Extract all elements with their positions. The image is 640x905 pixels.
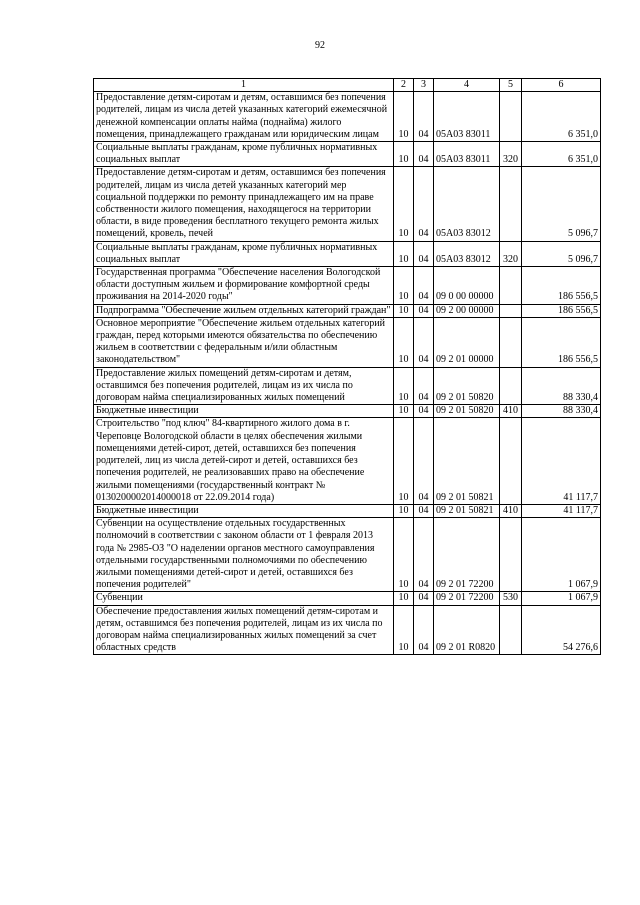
row-amount-cell: 6 351,0 [522,142,601,167]
row-name-cell: Государственная программа "Обеспечение населения Вологодской области доступным жильем и формирование комфортной среды проживания на 2014-2020 годы" [94,267,394,305]
row-name-cell: Социальные выплаты гражданам, кроме публичных нормативных социальных выплат [94,241,394,266]
row-name-cell: Социальные выплаты гражданам, кроме публичных нормативных социальных выплат [94,142,394,167]
row-target-article-cell: 09 2 01 50821 [434,418,500,504]
table-row [94,518,601,592]
row-expense-type-cell [500,605,522,655]
row-amount-cell: 1 067,9 [522,592,601,605]
row-amount-cell: 6 351,0 [522,92,601,142]
row-name-cell: Обеспечение предоставления жилых помещений детям-сиротам и детям, оставшимся без попечения родителей, лицам из их числа по договорам найма специализированных жилых помещений за счет областных средств [94,605,394,655]
row-expense-type-cell: 320 [500,241,522,266]
row-name-cell: Предоставление детям-сиротам и детям, оставшимся без попечения родителей, лицам из числа детей указанных категорий ежемесячной денежной компенсации оплаты найма (поднайма) жилого помещения, принадлежащего гражданам или юридическим лицам [94,92,394,142]
row-section-cell: 10 [394,405,414,418]
row-amount-cell: 186 556,5 [522,317,601,367]
header-name: 1 [94,79,394,92]
row-amount-cell: 1 067,9 [522,518,601,592]
row-name-cell: Подпрограмма "Обеспечение жильем отдельных категорий граждан" [94,304,394,317]
row-amount-cell: 186 556,5 [522,267,601,305]
row-subsection-cell: 04 [414,167,434,241]
row-amount-cell: 88 330,4 [522,367,601,405]
row-name-cell: Субвенции на осуществление отдельных государственных полномочий в соответствии с законом области от 1 февраля 2013 года № 2985-ОЗ "О наделении органов местного самоуправления отдельными государственными полномочиями по обеспечению жилыми помещениями детей-сирот и детей, оставшихся без попечения родителей" [94,518,394,592]
row-subsection-cell: 04 [414,418,434,504]
row-target-article-cell: 05А03 83011 [434,92,500,142]
row-target-article-cell: 05А03 83012 [434,167,500,241]
row-subsection-cell: 04 [414,304,434,317]
row-subsection-cell: 04 [414,317,434,367]
table-row [94,317,601,367]
row-section-cell: 10 [394,267,414,305]
row-section-cell: 10 [394,418,414,504]
row-expense-type-cell [500,418,522,504]
header-target-article: 4 [434,79,500,92]
table-row [94,367,601,405]
row-section-cell: 10 [394,518,414,592]
row-target-article-cell: 09 2 01 50821 [434,504,500,517]
table-row [94,167,601,241]
row-expense-type-cell [500,92,522,142]
header-amount: 6 [522,79,601,92]
row-name-cell: Предоставление детям-сиротам и детям, оставшимся без попечения родителей, лицам из числа детей указанных категорий мер социальной поддержки по ремонту принадлежащего им на праве собственности жилого помещения, находящегося на территории области, в виде проведения бесплатного текущего ремонта жилых помещений, кровель, печей [94,167,394,241]
row-subsection-cell: 04 [414,504,434,517]
row-expense-type-cell [500,367,522,405]
row-subsection-cell: 04 [414,267,434,305]
row-expense-type-cell [500,304,522,317]
row-expense-type-cell: 410 [500,504,522,517]
table-row [94,241,601,266]
row-target-article-cell: 09 2 00 00000 [434,304,500,317]
table-row [94,504,601,517]
budget-table [93,78,601,655]
row-section-cell: 10 [394,241,414,266]
row-section-cell: 10 [394,92,414,142]
table-row [94,267,601,305]
row-subsection-cell: 04 [414,592,434,605]
row-name-cell: Основное мероприятие "Обеспечение жильем отдельных категорий граждан, перед которыми имеются обязательства по обеспечению жильем в соответствии с федеральным и/или областным законодательством" [94,317,394,367]
row-expense-type-cell: 410 [500,405,522,418]
row-target-article-cell: 09 0 00 00000 [434,267,500,305]
table-row [94,592,601,605]
page-number: 92 [315,40,325,51]
row-expense-type-cell [500,317,522,367]
row-name-cell: Бюджетные инвестиции [94,504,394,517]
row-subsection-cell: 04 [414,241,434,266]
row-section-cell: 10 [394,605,414,655]
row-expense-type-cell: 530 [500,592,522,605]
table-row [94,304,601,317]
row-expense-type-cell [500,267,522,305]
row-subsection-cell: 04 [414,142,434,167]
row-section-cell: 10 [394,304,414,317]
row-section-cell: 10 [394,504,414,517]
row-section-cell: 10 [394,167,414,241]
table-body [94,92,601,655]
row-target-article-cell: 09 2 01 00000 [434,317,500,367]
row-name-cell: Предоставление жилых помещений детям-сиротам и детям, оставшимся без попечения родителей, лицам из их числа по договорам найма специализированных жилых помещений [94,367,394,405]
row-section-cell: 10 [394,367,414,405]
row-amount-cell: 41 117,7 [522,504,601,517]
table-row [94,605,601,655]
table-row [94,142,601,167]
row-section-cell: 10 [394,142,414,167]
row-subsection-cell: 04 [414,92,434,142]
row-target-article-cell: 09 2 01 72200 [434,518,500,592]
row-subsection-cell: 04 [414,367,434,405]
header-expense-type: 5 [500,79,522,92]
row-amount-cell: 5 096,7 [522,241,601,266]
row-amount-cell: 54 276,6 [522,605,601,655]
table-row [94,418,601,504]
row-target-article-cell: 09 2 01 72200 [434,592,500,605]
row-section-cell: 10 [394,592,414,605]
row-subsection-cell: 04 [414,518,434,592]
row-subsection-cell: 04 [414,405,434,418]
table-header-row [94,79,601,92]
row-name-cell: Бюджетные инвестиции [94,405,394,418]
row-amount-cell: 5 096,7 [522,167,601,241]
row-expense-type-cell: 320 [500,142,522,167]
row-amount-cell: 186 556,5 [522,304,601,317]
row-target-article-cell: 09 2 01 R0820 [434,605,500,655]
row-target-article-cell: 05А03 83011 [434,142,500,167]
table-row [94,92,601,142]
row-expense-type-cell [500,518,522,592]
row-name-cell: Строительство "под ключ" 84-квартирного жилого дома в г. Череповце Вологодской области в целях обеспечения жилыми помещениями детей-сирот, детей, оставшихся без попечения родителей, лиц из числа детей-сирот и детей, оставшихся без попечения родителей, не реализовавших право на обеспечение жилыми помещениями (государственный контракт № 0130200002014000018 от 22.09.2014 года) [94,418,394,504]
header-section: 2 [394,79,414,92]
row-section-cell: 10 [394,317,414,367]
row-expense-type-cell [500,167,522,241]
row-target-article-cell: 09 2 01 50820 [434,405,500,418]
row-subsection-cell: 04 [414,605,434,655]
header-subsection: 3 [414,79,434,92]
row-amount-cell: 88 330,4 [522,405,601,418]
table-row [94,405,601,418]
row-name-cell: Субвенции [94,592,394,605]
row-amount-cell: 41 117,7 [522,418,601,504]
row-target-article-cell: 09 2 01 50820 [434,367,500,405]
row-target-article-cell: 05А03 83012 [434,241,500,266]
